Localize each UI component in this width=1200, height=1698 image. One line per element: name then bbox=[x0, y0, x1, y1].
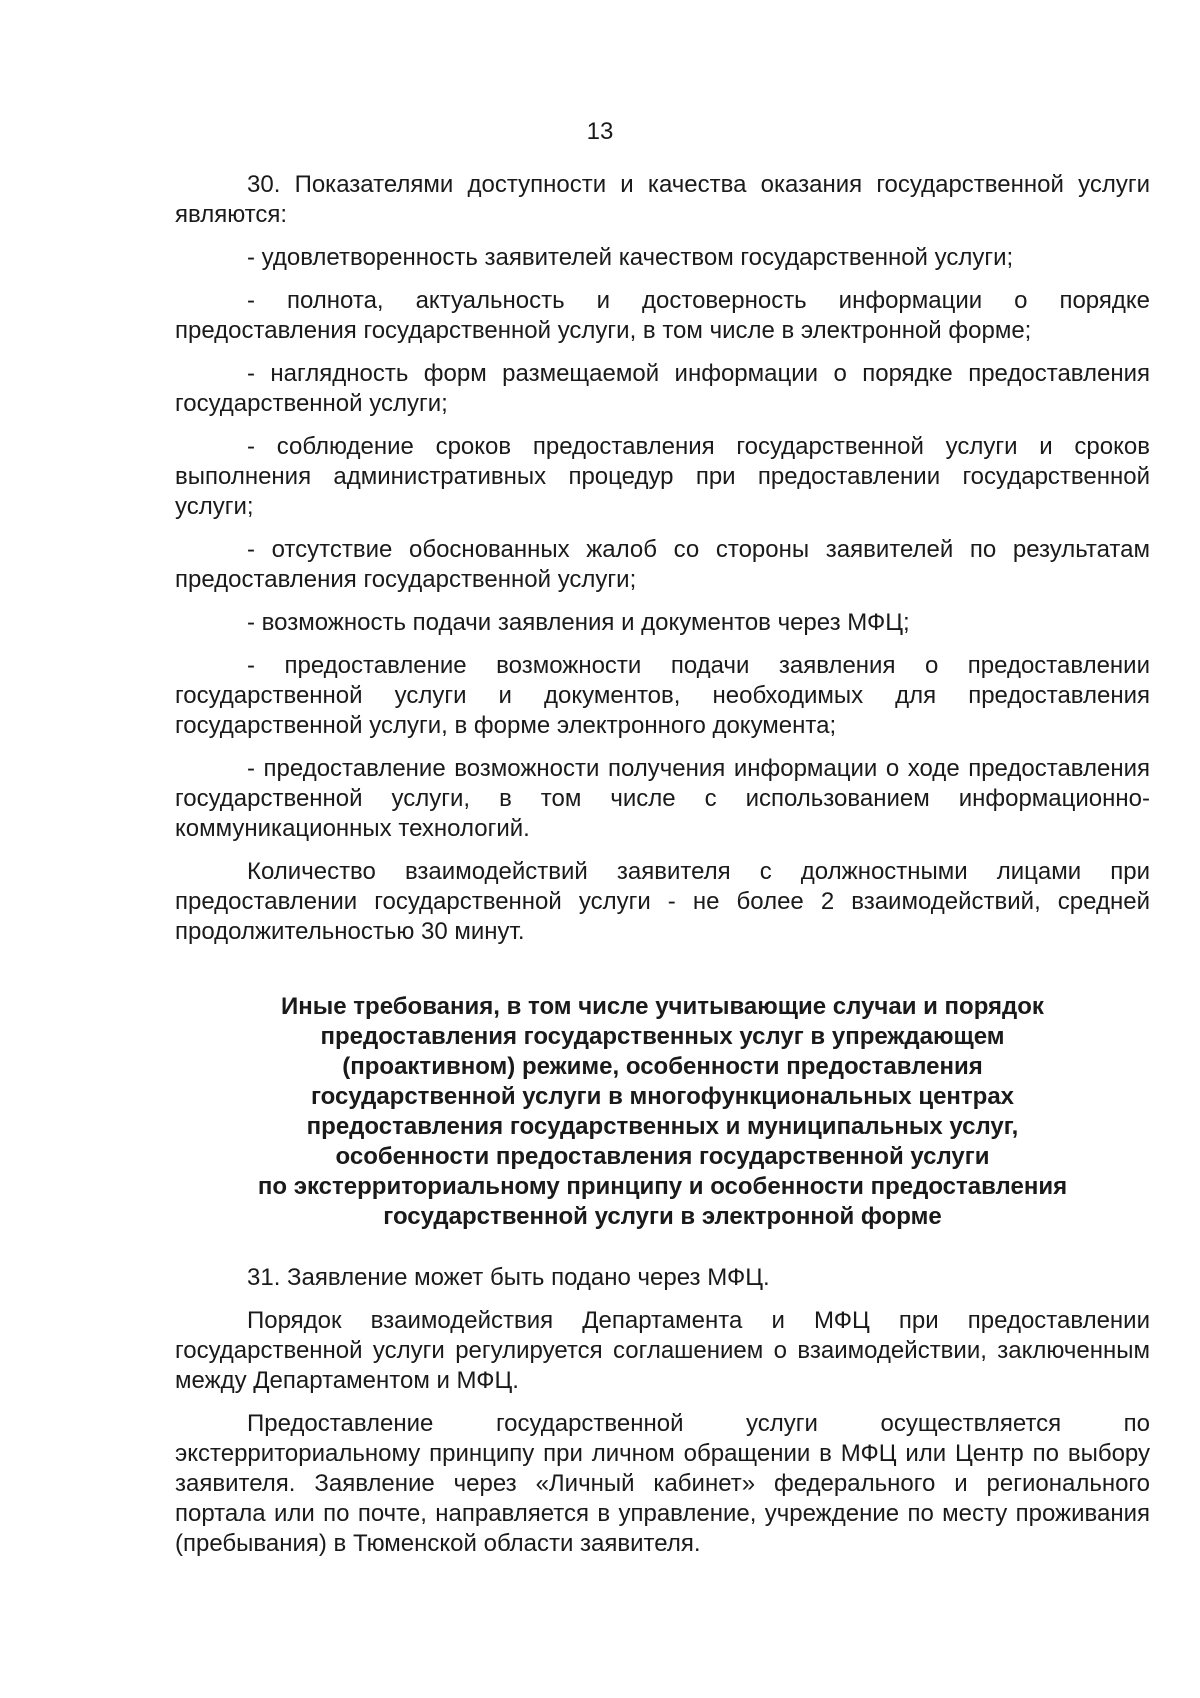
heading-line: по экстерриториальному принципу и особенности предоставления bbox=[257, 1173, 1068, 1200]
list-item-mfc-submission: - возможность подачи заявления и документов через МФЦ; bbox=[247, 609, 910, 636]
heading-line: особенности предоставления государственной услуги bbox=[335, 1143, 990, 1170]
document-body bbox=[175, 170, 1150, 1572]
list-item-progress-information: - предоставление возможности получения информации о ходе предоставления государственной услуги, в том числе с использованием информационно-коммуникационных технологий. bbox=[175, 755, 1150, 842]
heading-line: Иные требования, в том числе учитывающие случаи и порядок bbox=[281, 993, 1044, 1020]
heading-line: предоставления государственных и муниципальных услуг, bbox=[306, 1113, 1019, 1140]
list-item-satisfaction: - удовлетворенность заявителей качеством государственной услуги; bbox=[247, 244, 1014, 271]
heading-line: (проактивном) режиме, особенности предоставления bbox=[342, 1053, 983, 1080]
paragraph-30-intro: 30. Показателями доступности и качества оказания государственной услуги являются: bbox=[175, 171, 1150, 228]
list-item-deadlines-compliance: - соблюдение сроков предоставления государственной услуги и сроков выполнения административных процедур при предоставлении государственной услуги; bbox=[175, 433, 1150, 520]
section-heading bbox=[175, 992, 1150, 1232]
heading-line: предоставления государственных услуг в упреждающем bbox=[320, 1023, 1005, 1050]
paragraph-extraterritorial-principle: Предоставление государственной услуги осуществляется по экстерриториальному принципу при личном обращении в МФЦ или Центр по выбору заявителя. Заявление через «Личный кабинет» федерального и регионального портала или по почте, направляется в управление, учреждение по месту проживания (пребывания) в Тюменской области заявителя. bbox=[175, 1410, 1150, 1557]
list-item-electronic-submission: - предоставление возможности подачи заявления о предоставлении государственной услуги и документов, необходимых для предоставления государственной услуги, в форме электронного документа; bbox=[175, 652, 1150, 739]
list-item-forms-clarity: - наглядность форм размещаемой информации о порядке предоставления государственной услуги; bbox=[175, 360, 1150, 417]
paragraph-interaction-procedure: Порядок взаимодействия Департамента и МФЦ при предоставлении государственной услуги регулируется соглашением о взаимодействии, заключенным между Департаментом и МФЦ. bbox=[175, 1307, 1150, 1394]
heading-line: государственной услуги в многофункциональных центрах bbox=[310, 1083, 1015, 1110]
list-item-information-completeness: - полнота, актуальность и достоверность информации о порядке предоставления государственной услуги, в том числе в электронной форме; bbox=[175, 287, 1150, 344]
paragraph-interactions-count: Количество взаимодействий заявителя с должностными лицами при предоставлении государственной услуги - не более 2 взаимодействий, средней продолжительностью 30 минут. bbox=[175, 858, 1150, 945]
paragraph-31: 31. Заявление может быть подано через МФЦ. bbox=[247, 1264, 770, 1291]
heading-line: государственной услуги в электронной форме bbox=[383, 1203, 942, 1230]
list-item-no-complaints: - отсутствие обоснованных жалоб со стороны заявителей по результатам предоставления государственной услуги; bbox=[175, 536, 1150, 593]
page-number: 13 bbox=[586, 118, 614, 145]
